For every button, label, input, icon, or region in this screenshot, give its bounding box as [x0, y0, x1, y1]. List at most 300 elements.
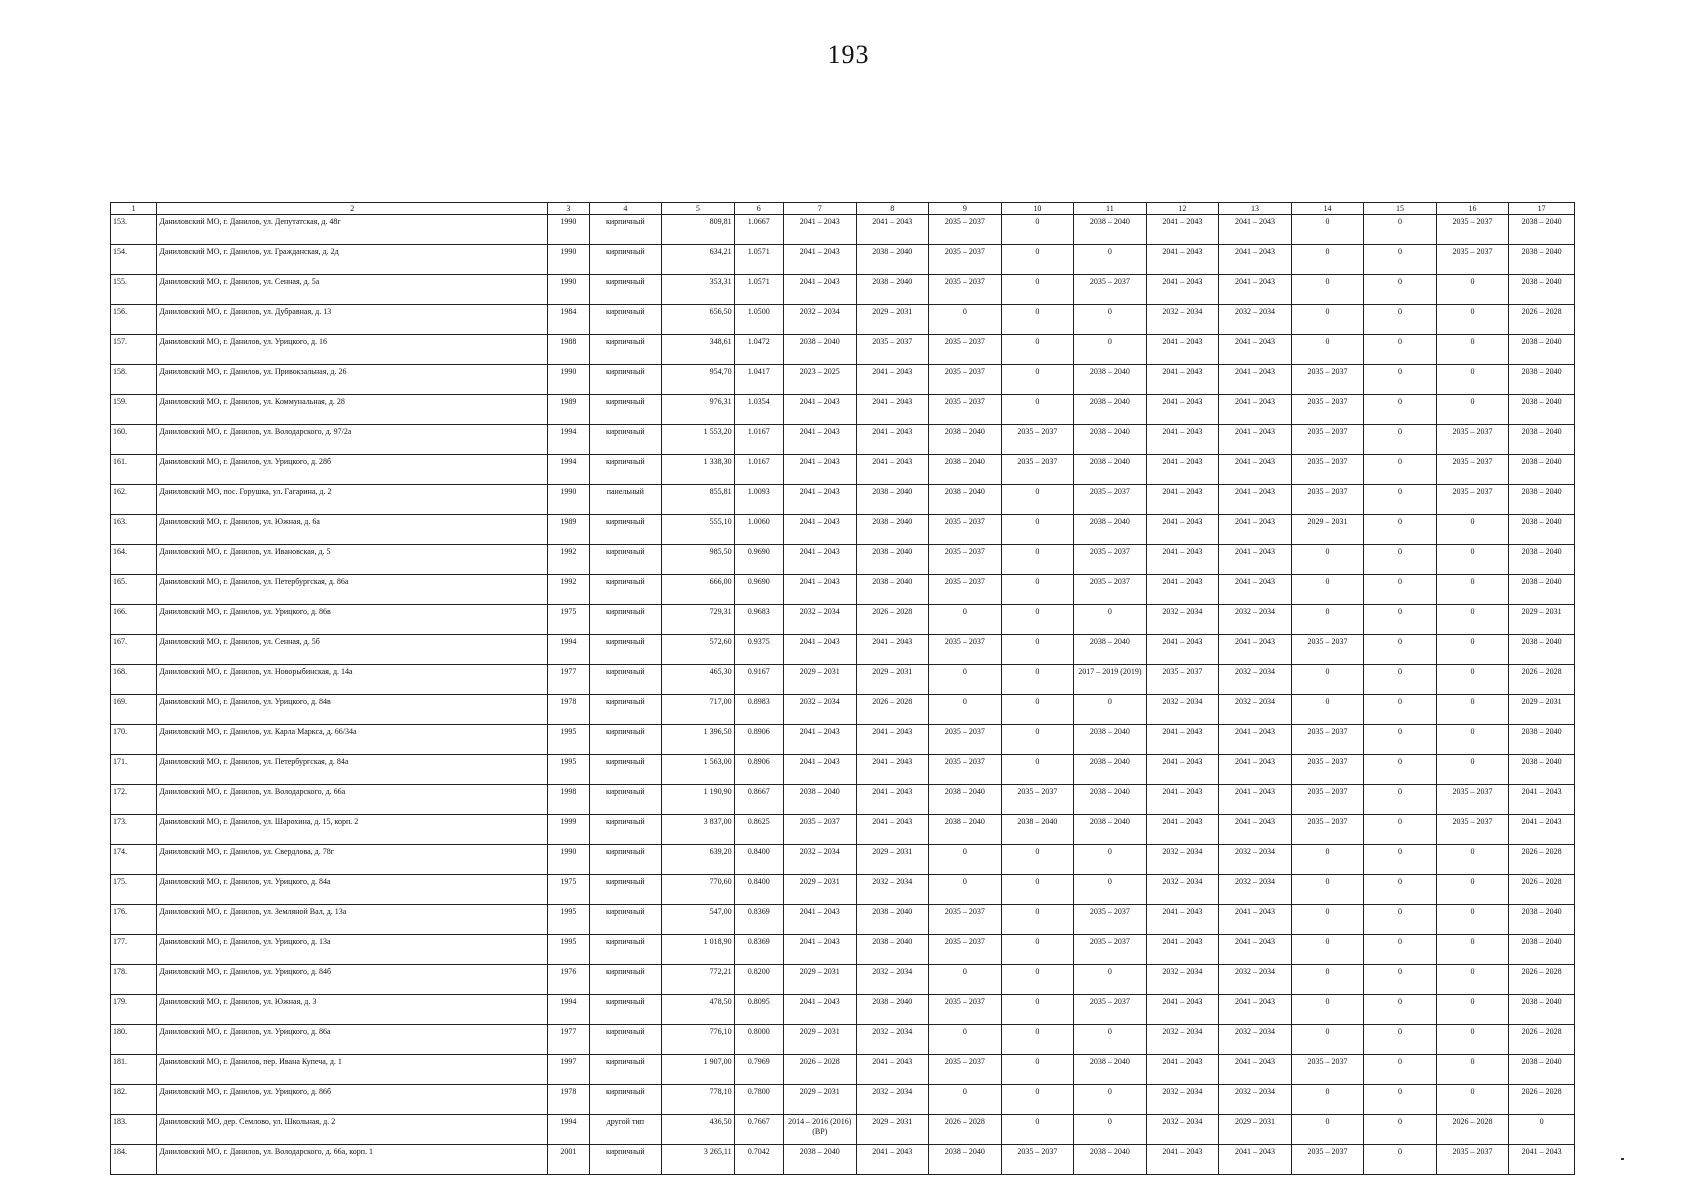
table-cell: 2041 – 2043: [783, 635, 856, 665]
housing-table: [110, 202, 1575, 1175]
table-cell: 0: [1074, 695, 1147, 725]
table-cell: 1994: [548, 455, 589, 485]
table-cell: 0: [1074, 335, 1147, 365]
table-cell: 2038 – 2040: [1509, 425, 1575, 455]
table-cell: 0: [929, 665, 1002, 695]
address-cell: Даниловский МО, г. Данилов, ул. Урицкого, д. 86а: [157, 1025, 548, 1055]
row-number: 166.: [111, 605, 157, 635]
table-cell: 2041 – 2043: [1219, 215, 1292, 245]
table-cell: 0: [1436, 1085, 1509, 1115]
row-number: 167.: [111, 635, 157, 665]
table-cell: 0: [1436, 605, 1509, 635]
table-cell: 2035 – 2037: [1074, 905, 1147, 935]
table-cell: 2041 – 2043: [783, 515, 856, 545]
table-cell: 2035 – 2037: [1436, 785, 1509, 815]
table-cell: 2032 – 2034: [1146, 965, 1219, 995]
table-row: [111, 665, 1575, 695]
table-cell: 0: [1436, 1025, 1509, 1055]
table-cell: 2041 – 2043: [856, 635, 929, 665]
table-row: [111, 605, 1575, 635]
table-cell: 2032 – 2034: [783, 845, 856, 875]
table-cell: 2029 – 2031: [856, 305, 929, 335]
table-cell: 2038 – 2040: [1001, 815, 1074, 845]
table-cell: 0: [1364, 425, 1437, 455]
table-cell: 0: [1436, 755, 1509, 785]
table-cell: 1.0472: [734, 335, 783, 365]
table-cell: 2041 – 2043: [783, 905, 856, 935]
table-cell: 2026 – 2028: [1509, 1085, 1575, 1115]
table-cell: 0: [1074, 845, 1147, 875]
table-cell: 2038 – 2040: [1509, 275, 1575, 305]
table-row: [111, 395, 1575, 425]
table-cell: 2041 – 2043: [1146, 335, 1219, 365]
table-cell: 2032 – 2034: [1219, 1025, 1292, 1055]
row-number: 171.: [111, 755, 157, 785]
table-cell: 2032 – 2034: [1219, 695, 1292, 725]
column-header-3: 3: [548, 203, 589, 215]
table-cell: 2041 – 2043: [1146, 395, 1219, 425]
table-cell: 2038 – 2040: [1509, 245, 1575, 275]
table-cell: 2041 – 2043: [783, 935, 856, 965]
table-cell: 2029 – 2031: [1291, 515, 1364, 545]
table-cell: 0: [1291, 275, 1364, 305]
table-cell: 2041 – 2043: [1219, 725, 1292, 755]
table-cell: 2035 – 2037: [929, 215, 1002, 245]
address-cell: Даниловский МО, г. Данилов, ул. Володарского, д. 66а: [157, 785, 548, 815]
table-row: [111, 365, 1575, 395]
table-cell: 2035 – 2037: [1291, 755, 1364, 785]
table-row: [111, 1115, 1575, 1145]
table-row: [111, 725, 1575, 755]
table-cell: 2035 – 2037: [1291, 785, 1364, 815]
row-number: 170.: [111, 725, 157, 755]
row-number: 165.: [111, 575, 157, 605]
table-cell: 0: [1364, 335, 1437, 365]
table-cell: 2026 – 2028: [929, 1115, 1002, 1145]
table-row: [111, 1055, 1575, 1085]
table-cell: 1994: [548, 995, 589, 1025]
table-cell: 2035 – 2037: [1291, 1055, 1364, 1085]
table-cell: 2035 – 2037: [929, 935, 1002, 965]
column-header-2: 2: [157, 203, 548, 215]
table-cell: 2026 – 2028: [1509, 875, 1575, 905]
table-cell: 2026 – 2028: [1509, 965, 1575, 995]
table-row: [111, 965, 1575, 995]
table-cell: 1.0571: [734, 245, 783, 275]
table-cell: 0: [1001, 1055, 1074, 1085]
table-cell: 0.7042: [734, 1145, 783, 1175]
table-cell: 2035 – 2037: [1291, 425, 1364, 455]
table-cell: 2041 – 2043: [1219, 515, 1292, 545]
table-cell: 0: [1364, 1145, 1437, 1175]
table-cell: 1998: [548, 785, 589, 815]
table-cell: 2035 – 2037: [929, 335, 1002, 365]
address-cell: Даниловский МО, г. Данилов, ул. Сенная, д. 5б: [157, 635, 548, 665]
column-header-8: 8: [856, 203, 929, 215]
table-cell: 0: [1074, 1085, 1147, 1115]
table-cell: 2032 – 2034: [1219, 305, 1292, 335]
row-number: 182.: [111, 1085, 157, 1115]
table-cell: 0.8000: [734, 1025, 783, 1055]
table-cell: 0: [1291, 545, 1364, 575]
table-cell: 1992: [548, 575, 589, 605]
table-cell: 2038 – 2040: [1074, 1145, 1147, 1175]
table-cell: 2038 – 2040: [929, 815, 1002, 845]
table-cell: 0: [1364, 305, 1437, 335]
table-cell: 0.8400: [734, 875, 783, 905]
table-cell: 1.0093: [734, 485, 783, 515]
table-cell: 0.9690: [734, 545, 783, 575]
table-cell: кирпичный: [589, 785, 662, 815]
table-cell: 1.0667: [734, 215, 783, 245]
table-cell: 2041 – 2043: [856, 1145, 929, 1175]
table-cell: 2038 – 2040: [856, 905, 929, 935]
table-cell: 1995: [548, 905, 589, 935]
table-cell: 2038 – 2040: [783, 1145, 856, 1175]
row-number: 153.: [111, 215, 157, 245]
table-cell: 2035 – 2037: [929, 275, 1002, 305]
table-cell: кирпичный: [589, 905, 662, 935]
table-cell: 639,20: [662, 845, 735, 875]
address-cell: Даниловский МО, г. Данилов, ул. Урицкого, д. 84в: [157, 695, 548, 725]
column-header-16: 16: [1436, 203, 1509, 215]
address-cell: Даниловский МО, г. Данилов, ул. Урицкого, д. 86б: [157, 1085, 548, 1115]
table-cell: 0: [1291, 965, 1364, 995]
row-number: 179.: [111, 995, 157, 1025]
table-cell: 2041 – 2043: [1146, 905, 1219, 935]
table-cell: 666,00: [662, 575, 735, 605]
table-cell: 0: [1291, 1025, 1364, 1055]
table-cell: 2035 – 2037: [1074, 935, 1147, 965]
table-cell: 1.0354: [734, 395, 783, 425]
table-cell: 0: [1364, 815, 1437, 845]
table-cell: 2035 – 2037: [1291, 455, 1364, 485]
table-cell: 2026 – 2028: [783, 1055, 856, 1085]
table-cell: 1.0417: [734, 365, 783, 395]
column-header-10: 10: [1001, 203, 1074, 215]
table-cell: 2041 – 2043: [856, 365, 929, 395]
table-cell: 2038 – 2040: [1509, 575, 1575, 605]
table-cell: 2041 – 2043: [856, 1055, 929, 1085]
table-cell: 2041 – 2043: [1219, 755, 1292, 785]
table-cell: 2035 – 2037: [1291, 635, 1364, 665]
table-cell: 1978: [548, 1085, 589, 1115]
table-cell: 2038 – 2040: [1074, 455, 1147, 485]
table-row: [111, 575, 1575, 605]
table-cell: 2029 – 2031: [856, 665, 929, 695]
column-header-11: 11: [1074, 203, 1147, 215]
table-cell: 2029 – 2031: [783, 875, 856, 905]
table-cell: кирпичный: [589, 1025, 662, 1055]
column-header-13: 13: [1219, 203, 1292, 215]
table-cell: 2035 – 2037: [929, 995, 1002, 1025]
table-cell: 0: [1291, 1115, 1364, 1145]
table-cell: кирпичный: [589, 695, 662, 725]
table-cell: 0: [1436, 905, 1509, 935]
table-cell: 0: [1001, 275, 1074, 305]
table-cell: 2032 – 2034: [783, 605, 856, 635]
address-cell: Даниловский МО, г. Данилов, ул. Урицкого, д. 84б: [157, 965, 548, 995]
table-cell: 2038 – 2040: [856, 995, 929, 1025]
table-cell: 0: [1436, 545, 1509, 575]
table-cell: 572,60: [662, 635, 735, 665]
table-cell: 2041 – 2043: [856, 215, 929, 245]
table-cell: 0: [929, 1025, 1002, 1055]
table-cell: 2038 – 2040: [929, 485, 1002, 515]
table-cell: 2035 – 2037: [1074, 485, 1147, 515]
table-cell: 2041 – 2043: [1146, 995, 1219, 1025]
table-row: [111, 455, 1575, 485]
table-cell: 1 396,50: [662, 725, 735, 755]
column-header-9: 9: [929, 203, 1002, 215]
table-row: [111, 935, 1575, 965]
table-row: [111, 785, 1575, 815]
table-cell: 2041 – 2043: [783, 395, 856, 425]
address-cell: Даниловский МО, г. Данилов, ул. Южная, д. 3: [157, 995, 548, 1025]
row-number: 163.: [111, 515, 157, 545]
table-cell: 772,21: [662, 965, 735, 995]
table-cell: 2038 – 2040: [1509, 215, 1575, 245]
table-cell: 0: [1436, 935, 1509, 965]
table-cell: 2017 – 2019 (2019): [1074, 665, 1147, 695]
table-cell: 2035 – 2037: [1436, 815, 1509, 845]
table-cell: кирпичный: [589, 275, 662, 305]
table-cell: 0: [1074, 1025, 1147, 1055]
table-cell: кирпичный: [589, 665, 662, 695]
address-cell: Даниловский МО, г. Данилов, ул. Южная, д. 6а: [157, 515, 548, 545]
table-cell: 2032 – 2034: [1219, 965, 1292, 995]
table-cell: 2038 – 2040: [1509, 485, 1575, 515]
table-cell: 0: [1364, 695, 1437, 725]
table-cell: 2035 – 2037: [929, 545, 1002, 575]
table-cell: 1975: [548, 875, 589, 905]
table-cell: 2035 – 2037: [929, 575, 1002, 605]
table-cell: 2038 – 2040: [1509, 995, 1575, 1025]
column-header-7: 7: [783, 203, 856, 215]
table-cell: кирпичный: [589, 635, 662, 665]
table-cell: 2038 – 2040: [1074, 365, 1147, 395]
table-cell: 2035 – 2037: [1291, 815, 1364, 845]
table-cell: 0.8667: [734, 785, 783, 815]
table-cell: 0: [1001, 545, 1074, 575]
table-cell: 2032 – 2034: [1219, 665, 1292, 695]
table-cell: 2038 – 2040: [929, 785, 1002, 815]
table-cell: 2035 – 2037: [929, 365, 1002, 395]
address-cell: Даниловский МО, г. Данилов, ул. Урицкого, д. 28б: [157, 455, 548, 485]
row-number: 173.: [111, 815, 157, 845]
table-cell: 478,50: [662, 995, 735, 1025]
table-cell: 0: [1001, 905, 1074, 935]
table-cell: 2041 – 2043: [1146, 785, 1219, 815]
table-cell: 0: [1364, 395, 1437, 425]
table-cell: 2038 – 2040: [929, 1145, 1002, 1175]
table-cell: 729,31: [662, 605, 735, 635]
table-cell: 1 907,00: [662, 1055, 735, 1085]
table-cell: 2035 – 2037: [929, 1055, 1002, 1085]
table-cell: 1978: [548, 695, 589, 725]
table-cell: 954,70: [662, 365, 735, 395]
table-cell: 1 018,90: [662, 935, 735, 965]
table-row: [111, 485, 1575, 515]
table-cell: 2041 – 2043: [1219, 395, 1292, 425]
table-cell: 2026 – 2028: [1509, 665, 1575, 695]
table-cell: 3 837,00: [662, 815, 735, 845]
table-cell: 2038 – 2040: [1509, 1055, 1575, 1085]
table-cell: 2041 – 2043: [783, 245, 856, 275]
table-cell: 0.7969: [734, 1055, 783, 1085]
column-header-6: 6: [734, 203, 783, 215]
table-cell: 0: [1436, 845, 1509, 875]
table-cell: 0: [1364, 665, 1437, 695]
table-cell: 1 338,30: [662, 455, 735, 485]
table-cell: 0: [1001, 665, 1074, 695]
table-cell: кирпичный: [589, 575, 662, 605]
table-cell: 2041 – 2043: [783, 725, 856, 755]
table-row: [111, 305, 1575, 335]
table-cell: 2041 – 2043: [1146, 815, 1219, 845]
table-cell: 2038 – 2040: [1509, 905, 1575, 935]
table-cell: 717,00: [662, 695, 735, 725]
row-number: 157.: [111, 335, 157, 365]
table-cell: 2032 – 2034: [1146, 845, 1219, 875]
table-cell: 2035 – 2037: [1074, 275, 1147, 305]
table-row: [111, 275, 1575, 305]
table-row: [111, 905, 1575, 935]
address-cell: Даниловский МО, г. Данилов, ул. Депутатская, д. 48г: [157, 215, 548, 245]
table-cell: 0: [1364, 605, 1437, 635]
row-number: 161.: [111, 455, 157, 485]
table-cell: 1 190,90: [662, 785, 735, 815]
table-cell: 0: [1001, 335, 1074, 365]
table-row: [111, 1145, 1575, 1175]
table-cell: кирпичный: [589, 845, 662, 875]
table-cell: 2029 – 2031: [783, 1085, 856, 1115]
table-row: [111, 1025, 1575, 1055]
table-cell: 0: [1364, 545, 1437, 575]
table-cell: кирпичный: [589, 605, 662, 635]
table-cell: 2041 – 2043: [1219, 575, 1292, 605]
table-cell: 2041 – 2043: [783, 575, 856, 605]
table-cell: 2041 – 2043: [1219, 815, 1292, 845]
table-cell: 809,81: [662, 215, 735, 245]
table-cell: 0: [1364, 245, 1437, 275]
table-cell: 1977: [548, 665, 589, 695]
table-cell: 2035 – 2037: [1001, 425, 1074, 455]
table-cell: кирпичный: [589, 995, 662, 1025]
address-cell: Даниловский МО, г. Данилов, ул. Сенная, д. 5а: [157, 275, 548, 305]
table-cell: 2035 – 2037: [1146, 665, 1219, 695]
table-cell: 0: [1001, 1025, 1074, 1055]
table-cell: 2041 – 2043: [1146, 635, 1219, 665]
table-cell: 2035 – 2037: [1001, 785, 1074, 815]
column-header-12: 12: [1146, 203, 1219, 215]
table-cell: 2038 – 2040: [1074, 755, 1147, 785]
table-cell: 1984: [548, 305, 589, 335]
row-number: 162.: [111, 485, 157, 515]
table-cell: 656,50: [662, 305, 735, 335]
table-cell: 2038 – 2040: [1509, 755, 1575, 785]
table-cell: 2041 – 2043: [1219, 785, 1292, 815]
table-cell: 2032 – 2034: [1146, 695, 1219, 725]
row-number: 155.: [111, 275, 157, 305]
table-cell: 1990: [548, 845, 589, 875]
table-cell: 2035 – 2037: [1436, 455, 1509, 485]
table-cell: 0: [1001, 935, 1074, 965]
row-number: 160.: [111, 425, 157, 455]
table-cell: 0: [1001, 635, 1074, 665]
table-cell: кирпичный: [589, 1085, 662, 1115]
table-cell: 1995: [548, 725, 589, 755]
table-cell: 0: [929, 695, 1002, 725]
table-cell: 0: [1001, 1115, 1074, 1145]
table-cell: 0: [1001, 515, 1074, 545]
table-cell: 0: [1436, 575, 1509, 605]
table-cell: 0.8200: [734, 965, 783, 995]
address-cell: Даниловский МО, г. Данилов, ул. Карла Маркса, д. 66/34а: [157, 725, 548, 755]
table-cell: 2026 – 2028: [856, 695, 929, 725]
column-header-14: 14: [1291, 203, 1364, 215]
table-cell: 0: [1364, 575, 1437, 605]
table-cell: кирпичный: [589, 395, 662, 425]
table-cell: 0: [929, 875, 1002, 905]
table-cell: 1975: [548, 605, 589, 635]
table-row: [111, 425, 1575, 455]
table-cell: 2038 – 2040: [783, 785, 856, 815]
table-cell: 0: [1291, 905, 1364, 935]
table-cell: 976,31: [662, 395, 735, 425]
table-cell: 2041 – 2043: [1146, 215, 1219, 245]
table-cell: 0: [1436, 695, 1509, 725]
table-cell: 0: [1436, 725, 1509, 755]
table-cell: 0: [1436, 995, 1509, 1025]
table-cell: 1997: [548, 1055, 589, 1085]
table-cell: 2041 – 2043: [856, 425, 929, 455]
table-cell: 0.8906: [734, 755, 783, 785]
table-cell: 1976: [548, 965, 589, 995]
table-row: [111, 545, 1575, 575]
address-cell: Даниловский МО, г. Данилов, ул. Ивановская, д. 5: [157, 545, 548, 575]
table-cell: 0: [1364, 485, 1437, 515]
header-row: [111, 203, 1575, 215]
table-cell: 1994: [548, 635, 589, 665]
table-cell: 2041 – 2043: [856, 725, 929, 755]
table-cell: 2038 – 2040: [929, 455, 1002, 485]
table-cell: 2035 – 2037: [929, 245, 1002, 275]
table-cell: 2041 – 2043: [1146, 755, 1219, 785]
table-cell: 2001: [548, 1145, 589, 1175]
table-cell: 1994: [548, 1115, 589, 1145]
table-cell: 0: [1074, 1115, 1147, 1145]
table-cell: 0.9375: [734, 635, 783, 665]
table-cell: 0: [1364, 965, 1437, 995]
table-cell: 2038 – 2040: [856, 545, 929, 575]
table-cell: 2032 – 2034: [783, 695, 856, 725]
table-cell: 0: [1364, 635, 1437, 665]
table-cell: 2041 – 2043: [783, 995, 856, 1025]
table-cell: 2041 – 2043: [1146, 1055, 1219, 1085]
address-cell: Даниловский МО, г. Данилов, ул. Урицкого, д. 84а: [157, 875, 548, 905]
table-cell: 2038 – 2040: [1074, 425, 1147, 455]
address-cell: Даниловский МО, г. Данилов, ул. Коммунальная, д. 28: [157, 395, 548, 425]
row-number: 154.: [111, 245, 157, 275]
table-cell: 2032 – 2034: [1219, 845, 1292, 875]
table-cell: 0: [1364, 845, 1437, 875]
table-cell: 0: [1001, 485, 1074, 515]
table-cell: 0: [1436, 335, 1509, 365]
table-cell: 0: [1364, 515, 1437, 545]
table-cell: 1995: [548, 935, 589, 965]
table-cell: 2041 – 2043: [1219, 1145, 1292, 1175]
